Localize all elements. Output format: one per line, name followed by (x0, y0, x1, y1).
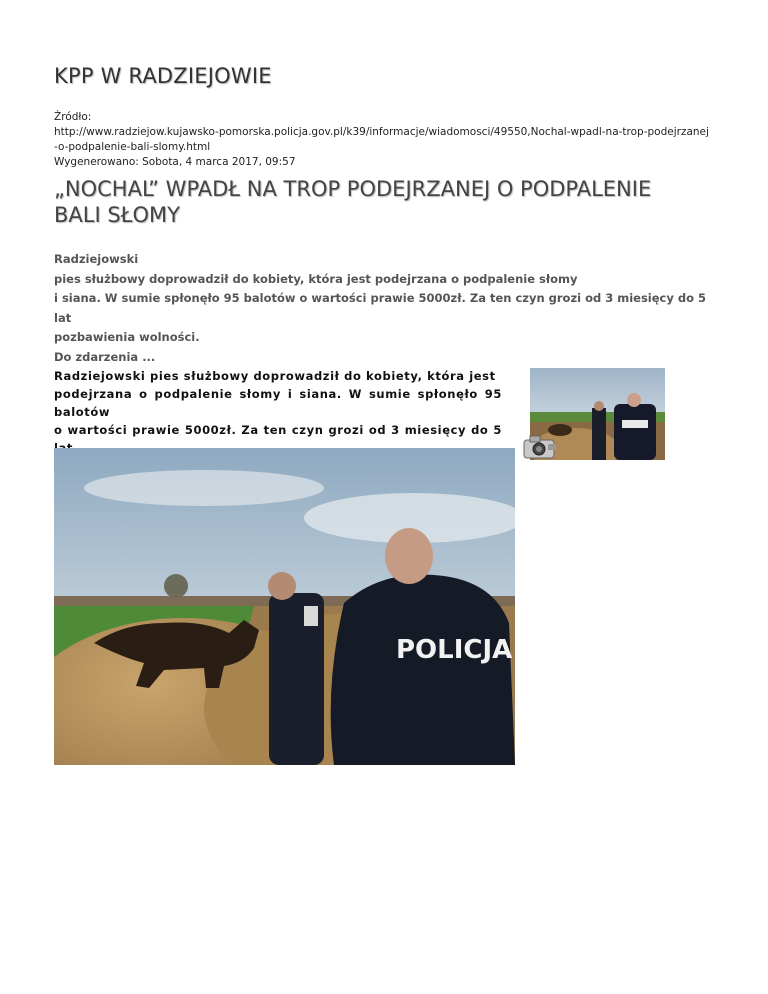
source-meta (54, 110, 724, 170)
article-title: „NOCHAL” WPADŁ NA TROP PODEJRZANEJ O PODPALENIE BALI SŁOMY (54, 177, 652, 227)
lead-line: Radziejowski (54, 252, 139, 266)
main-photo (54, 448, 515, 765)
body-line: Radziejowski pies służbowy doprowadził do kobiety, która jest (54, 369, 496, 383)
generated-date: Wygenerowano: Sobota, 4 marca 2017, 09:57 (54, 156, 296, 168)
camera-icon (522, 434, 560, 462)
article-lead (54, 250, 724, 367)
body-line: o wartości prawie 5000zł. Za ten czyn grozi od 3 miesięcy do 5 (54, 423, 502, 437)
body-line: podejrzana o podpalenie słomy i siana. W sumie spłonęło 95 balotów (54, 387, 502, 419)
lead-line: i siana. W sumie spłonęło 95 balotów o wartości prawie 5000zł. Za ten czyn grozi od 3 miesięcy do 5 (54, 291, 707, 305)
lead-line: lat (54, 310, 72, 325)
source-label: Źródło: (54, 111, 92, 123)
photo-police-label: POLICJA (396, 635, 513, 665)
source-url-line-2[interactable]: -o-podpalenie-bali-slomy.html (54, 141, 211, 153)
site-title: KPP W RADZIEJOWIE (54, 64, 272, 88)
lead-line: Do zdarzenia ... (54, 349, 156, 364)
lead-line: pies służbowy doprowadził do kobiety, która jest podejrzana o podpalenie słomy (54, 271, 578, 286)
source-url-line-1[interactable]: http://www.radziejow.kujawsko-pomorska.policja.gov.pl/k39/informacje/wiadomosci/49550,Nochal-wpadl-na-trop-podejrzanej (54, 126, 709, 138)
lead-line: pozbawienia wolności. (54, 330, 200, 344)
